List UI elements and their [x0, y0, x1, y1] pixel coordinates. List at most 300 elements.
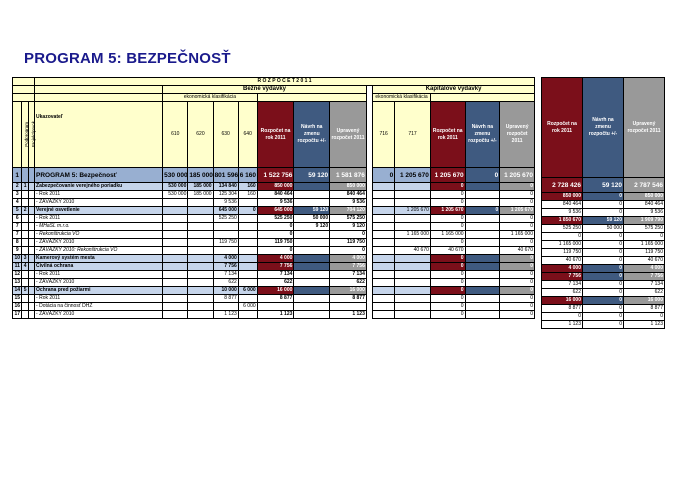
summary-table	[541, 77, 665, 329]
bezne-upraveny: 622	[330, 279, 367, 287]
kap-value	[395, 303, 431, 311]
table-row	[13, 199, 535, 207]
table-row	[13, 295, 535, 303]
kap-upraveny: 0	[500, 191, 535, 199]
bezne-navrh	[294, 191, 330, 199]
bezne-navrh	[294, 311, 330, 319]
bezne-value	[163, 271, 188, 279]
bezne-value	[238, 247, 257, 255]
kap-value	[395, 263, 431, 271]
bezne-upraveny: 7 134	[330, 271, 367, 279]
kap-rozpocet: 0	[430, 199, 465, 207]
bezne-value: 7 134	[213, 271, 238, 279]
bezne-value: 134 840	[213, 183, 238, 191]
bezne-value: 530 000	[163, 183, 188, 191]
bezne-navrh	[294, 271, 330, 279]
kap-upraveny: 1 205 670	[500, 207, 535, 215]
summary-row	[542, 289, 665, 297]
sum-upraveny: 16 000	[624, 297, 665, 305]
bezne-value	[238, 295, 257, 303]
kap-value	[373, 287, 395, 295]
row-number: 6	[13, 215, 22, 223]
bezne-upraveny: 0	[330, 231, 367, 239]
bezne-value: 6 160	[238, 168, 257, 183]
sum-rozpocet: 1 123	[542, 321, 583, 329]
bezne-rozpocet: 9 536	[257, 199, 294, 207]
sum-upraveny-header: Upravený rozpočet 2011	[624, 78, 665, 178]
bezne-value	[163, 207, 188, 215]
kap-value	[395, 183, 431, 191]
table-row	[13, 191, 535, 199]
bezne-value	[188, 279, 213, 287]
bezne-value	[163, 223, 188, 231]
sum-navrh: 0	[583, 289, 624, 297]
kap-upraveny: 0	[500, 215, 535, 223]
sum-upraveny: 2 787 546	[624, 178, 665, 193]
kap-value: 40 670	[395, 247, 431, 255]
bezne-rozpocet	[257, 303, 294, 311]
row-label: Verejné osvetlenie	[35, 207, 163, 215]
sum-upraveny: 0	[624, 313, 665, 321]
bezne-value: 160	[238, 191, 257, 199]
sum-upraveny: 40 670	[624, 257, 665, 265]
kap-value	[395, 287, 431, 295]
sum-rozpocet: 0	[542, 233, 583, 241]
kap-value	[373, 279, 395, 287]
sum-rozpocet: 840 464	[542, 201, 583, 209]
kap-value	[373, 263, 395, 271]
table-row	[13, 223, 535, 231]
row-label: - Rekonštrukcia VO	[35, 231, 163, 239]
table-row	[13, 168, 535, 183]
table-row	[13, 239, 535, 247]
row-number: 12	[14, 271, 20, 277]
kap-value: 1 205 670	[395, 207, 431, 215]
sum-navrh: 0	[583, 257, 624, 265]
sum-upraveny: 622	[624, 289, 665, 297]
bezne-value	[163, 295, 188, 303]
kap-value	[395, 223, 431, 231]
bezne-upraveny: 1 123	[330, 311, 367, 319]
sum-navrh: 59 120	[583, 178, 624, 193]
bezne-rozpocet: 850 000	[257, 183, 294, 191]
sum-navrh: 0	[583, 209, 624, 217]
row-label: PROGRAM 5: Bezpečnosť	[35, 168, 163, 183]
row-label: - Dotácia na činnosť DHZ	[35, 303, 163, 311]
bezne-value: 185 000	[188, 168, 213, 183]
bezne-value	[188, 223, 213, 231]
bezne-value	[213, 223, 238, 231]
bezne-rozpocet: 1 522 756	[257, 168, 294, 183]
bezne-value	[188, 239, 213, 247]
table-row	[13, 279, 535, 287]
kap-value	[373, 311, 395, 319]
kap-rozpocet: 40 670	[430, 247, 465, 255]
sum-navrh: 50 000	[583, 225, 624, 233]
sum-navrh: 0	[583, 321, 624, 329]
bezne-rozpocet: 0	[257, 247, 294, 255]
bezne-value	[238, 263, 257, 271]
row-number: 10	[14, 255, 20, 261]
bezne-rozpocet: 0	[257, 231, 294, 239]
sum-navrh: 0	[583, 193, 624, 201]
kap-rozpocet: 0	[430, 271, 465, 279]
row-number: 5	[13, 207, 22, 215]
row-label: - Rok 2011	[35, 271, 163, 279]
bezne-value	[163, 303, 188, 311]
kap-navrh	[465, 263, 500, 271]
row-label: - Rok 2011	[35, 295, 163, 303]
podprogram-cell: 3	[23, 255, 27, 261]
sum-rozpocet-header: Rozpočet na rok 2011	[542, 78, 583, 178]
col-630: 630	[213, 102, 238, 168]
kap-value	[395, 271, 431, 279]
kap-upraveny: 0	[500, 279, 535, 287]
podprogram-cell: 2	[23, 207, 27, 213]
kap-rozpocet: 0	[430, 287, 465, 295]
podprogram-label: Podprogram	[24, 122, 30, 147]
bezne-header: Bežné výdavky	[163, 86, 367, 94]
row-label: - MHaSL m.r.o.	[35, 223, 163, 231]
bezne-value	[238, 215, 257, 223]
bezne-value: 185 000	[188, 191, 213, 199]
sum-upraveny: 8 877	[624, 305, 665, 313]
kap-value	[395, 215, 431, 223]
row-number: 14	[14, 287, 20, 293]
kap-value	[373, 303, 395, 311]
kap-upraveny: 1 165 000	[500, 231, 535, 239]
bezne-value	[188, 247, 213, 255]
bezne-value	[163, 247, 188, 255]
kap-upraveny: 0	[500, 295, 535, 303]
summary-row	[542, 201, 665, 209]
bezne-value	[163, 239, 188, 247]
bezne-value	[238, 231, 257, 239]
row-label: Ochrana pred požiarmi	[35, 287, 163, 295]
ukazovatel-label: Ukazovateľ	[35, 102, 163, 168]
col-rozpocet-kap: Rozpočet na rok 2011	[430, 102, 465, 168]
table-row	[13, 255, 535, 263]
bezne-navrh	[294, 231, 330, 239]
kap-rozpocet: 0	[430, 223, 465, 231]
kap-navrh	[465, 215, 500, 223]
bezne-value: 622	[213, 279, 238, 287]
bezne-navrh	[294, 199, 330, 207]
table-row	[13, 231, 535, 239]
bezne-value: 530 000	[163, 168, 188, 183]
sum-rozpocet: 8 877	[542, 305, 583, 313]
col-620: 620	[188, 102, 213, 168]
kap-value: 0	[373, 168, 395, 183]
bezne-value: 645 000	[213, 207, 238, 215]
sum-rozpocet: 850 000	[542, 193, 583, 201]
bezne-value: 7 756	[213, 263, 238, 271]
kap-navrh: 0	[465, 168, 500, 183]
table-row	[13, 207, 535, 215]
sum-navrh: 0	[583, 281, 624, 289]
table-row	[13, 247, 535, 255]
kap-value	[373, 215, 395, 223]
ek-klas-bezne: ekonomická klasifikácia	[163, 94, 258, 102]
kap-value	[373, 231, 395, 239]
ek-klas-kap: ekonomická klasifikácia	[373, 94, 431, 102]
bezne-rozpocet: 1 123	[257, 311, 294, 319]
kap-upraveny: 1 205 670	[500, 168, 535, 183]
sum-navrh: 0	[583, 201, 624, 209]
summary-row	[542, 297, 665, 305]
kap-navrh	[465, 255, 500, 263]
kap-navrh	[465, 287, 500, 295]
bezne-rozpocet: 119 750	[257, 239, 294, 247]
bezne-value	[163, 255, 188, 263]
table-row	[13, 263, 535, 271]
summary-row	[542, 273, 665, 281]
row-number: 7	[13, 223, 22, 231]
bezne-upraveny: 16 000	[330, 287, 367, 295]
row-label: - ZÁVÄZKY 2010: Rekonštrukcia VO	[35, 247, 163, 255]
bezne-rozpocet: 622	[257, 279, 294, 287]
kap-upraveny: 0	[500, 183, 535, 191]
bezne-value	[188, 215, 213, 223]
bezne-rozpocet: 7 756	[257, 263, 294, 271]
bezne-navrh	[294, 263, 330, 271]
bezne-upraveny: 575 250	[330, 215, 367, 223]
kap-value	[373, 247, 395, 255]
row-number: 16	[14, 303, 20, 309]
bezne-navrh: 59 120	[294, 168, 330, 183]
row-number: 17	[14, 311, 20, 317]
bezne-value	[238, 223, 257, 231]
bezne-value	[238, 255, 257, 263]
summary-row	[542, 249, 665, 257]
kap-rozpocet: 0	[430, 263, 465, 271]
kap-upraveny: 0	[500, 311, 535, 319]
kap-navrh	[465, 279, 500, 287]
bezne-rozpocet: 8 877	[257, 295, 294, 303]
podprogram-cell: 5	[23, 287, 27, 293]
kap-upraveny: 0	[500, 199, 535, 207]
sum-rozpocet: 40 670	[542, 257, 583, 265]
kap-rozpocet: 0	[430, 215, 465, 223]
kap-rozpocet: 0	[430, 295, 465, 303]
bezne-navrh	[294, 287, 330, 295]
bezne-rozpocet: 525 250	[257, 215, 294, 223]
bezne-upraveny: 9 536	[330, 199, 367, 207]
sum-navrh: 0	[583, 241, 624, 249]
row-label: - Rok 2011	[35, 191, 163, 199]
kap-rozpocet: 0	[430, 191, 465, 199]
bezne-value	[163, 287, 188, 295]
bezne-value: 125 304	[213, 191, 238, 199]
sum-navrh: 0	[583, 313, 624, 321]
sum-rozpocet: 2 728 426	[542, 178, 583, 193]
table-row	[13, 311, 535, 319]
bezne-value: 0	[238, 207, 257, 215]
sum-upraveny: 4 000	[624, 265, 665, 273]
summary-row	[542, 225, 665, 233]
sum-rozpocet: 9 536	[542, 209, 583, 217]
kap-navrh	[465, 183, 500, 191]
bezne-upraveny: 1 581 876	[330, 168, 367, 183]
row-number: 3	[13, 191, 22, 199]
kap-value	[395, 191, 431, 199]
kap-value	[395, 255, 431, 263]
bezne-value	[238, 239, 257, 247]
kap-rozpocet: 0	[430, 279, 465, 287]
kap-value	[395, 279, 431, 287]
kap-navrh	[465, 199, 500, 207]
kap-navrh: 0	[465, 207, 500, 215]
kap-rozpocet: 1 205 670	[430, 168, 465, 183]
kap-upraveny: 0	[500, 255, 535, 263]
row-number: 11	[13, 263, 22, 271]
bezne-value	[163, 199, 188, 207]
col-640: 640	[238, 102, 257, 168]
summary-row	[542, 217, 665, 225]
bezne-upraveny: 119 750	[330, 239, 367, 247]
sum-rozpocet: 7 756	[542, 273, 583, 281]
kap-value	[373, 223, 395, 231]
row-label: Kamerový systém mesta	[35, 255, 163, 263]
table-row	[13, 303, 535, 311]
sum-upraveny: 7 134	[624, 281, 665, 289]
table-row	[13, 287, 535, 295]
kap-upraveny: 0	[500, 287, 535, 295]
kap-value: 1 205 670	[395, 168, 431, 183]
rozpocet-header: R O Z P O Č E T 2 0 1 1	[35, 78, 535, 86]
sum-rozpocet: 1 850 670	[542, 217, 583, 225]
bezne-value	[188, 287, 213, 295]
bezne-value: 6 000	[238, 287, 257, 295]
kap-navrh	[465, 295, 500, 303]
col-upraveny-kap: Upravený rozpočet 2011	[500, 102, 535, 168]
bezne-value: 119 750	[213, 239, 238, 247]
kap-rozpocet: 0	[430, 183, 465, 191]
bezne-value	[188, 199, 213, 207]
kap-upraveny: 0	[500, 303, 535, 311]
sum-upraveny: 850 000	[624, 193, 665, 201]
bezne-value: 10 000	[213, 287, 238, 295]
row-label: - ZÁVÄZKY 2010	[35, 279, 163, 287]
bezne-value	[188, 263, 213, 271]
sum-navrh: 0	[583, 305, 624, 313]
bezne-value: 4 000	[213, 255, 238, 263]
bezne-value: 9 536	[213, 199, 238, 207]
sum-upraveny: 7 756	[624, 273, 665, 281]
sum-rozpocet: 525 250	[542, 225, 583, 233]
col-610: 610	[163, 102, 188, 168]
bezne-value	[238, 199, 257, 207]
summary-row	[542, 321, 665, 329]
bezne-value: 6 000	[238, 303, 257, 311]
col-717: 717	[395, 102, 431, 168]
kap-upraveny: 0	[500, 239, 535, 247]
bezne-upraveny: 704 120	[330, 207, 367, 215]
bezne-value	[163, 215, 188, 223]
col-upraveny-bezne: Upravený rozpočet 2011	[330, 102, 367, 168]
table-row	[13, 183, 535, 191]
bezne-navrh	[294, 303, 330, 311]
summary-row	[542, 241, 665, 249]
row-label: - ZÁVÄZKY 2010	[35, 239, 163, 247]
kapitalove-header: Kapitálové výdavky	[373, 86, 535, 94]
row-number: 7	[13, 231, 22, 239]
kap-value: 1 165 000	[395, 231, 431, 239]
kap-value	[373, 255, 395, 263]
bezne-upraveny: 0	[330, 247, 367, 255]
bezne-value: 801 596	[213, 168, 238, 183]
bezne-upraveny	[330, 303, 367, 311]
sum-navrh: 0	[583, 265, 624, 273]
bezne-value	[188, 311, 213, 319]
col-716: 716	[373, 102, 395, 168]
bezne-value: 8 877	[213, 295, 238, 303]
summary-row	[542, 257, 665, 265]
bezne-rozpocet: 0	[257, 223, 294, 231]
bezne-value: 525 250	[213, 215, 238, 223]
kap-navrh	[465, 303, 500, 311]
bezne-value	[188, 207, 213, 215]
bezne-value	[163, 263, 188, 271]
summary-row	[542, 265, 665, 273]
kap-navrh	[465, 311, 500, 319]
sum-upraveny: 0	[624, 233, 665, 241]
row-number: 1	[13, 168, 22, 183]
summary-row	[542, 193, 665, 201]
bezne-navrh: 9 120	[294, 223, 330, 231]
kap-rozpocet: 0	[430, 239, 465, 247]
kap-navrh	[465, 191, 500, 199]
bezne-navrh	[294, 279, 330, 287]
budget-table	[12, 77, 535, 319]
kap-navrh	[465, 223, 500, 231]
bezne-upraveny: 850 000	[330, 183, 367, 191]
summary-row	[542, 178, 665, 193]
row-label: - ZÁVÄZKY 2010	[35, 199, 163, 207]
row-label: - ZÁVÄZKY 2010	[35, 311, 163, 319]
kap-value	[373, 183, 395, 191]
col-rozpocet-bezne: Rozpočet na rok 2011	[257, 102, 294, 168]
row-label: Civilná ochrana	[35, 263, 163, 271]
bezne-value: 160	[238, 183, 257, 191]
bezne-navrh	[294, 255, 330, 263]
sum-upraveny: 1 909 790	[624, 217, 665, 225]
bezne-value	[238, 271, 257, 279]
col-navrh-kap: Návrh na zmenu rozpočtu +/-	[465, 102, 500, 168]
sum-navrh: 0	[583, 297, 624, 305]
kap-rozpocet: 1 205 670	[430, 207, 465, 215]
sum-rozpocet: 7 134	[542, 281, 583, 289]
sum-rozpocet: 16 000	[542, 297, 583, 305]
table-row	[13, 271, 535, 279]
kap-navrh	[465, 239, 500, 247]
sum-rozpocet: 119 750	[542, 249, 583, 257]
sum-upraveny: 9 536	[624, 209, 665, 217]
row-number: 15	[14, 295, 20, 301]
bezne-value	[213, 303, 238, 311]
kap-rozpocet: 0	[430, 255, 465, 263]
bezne-value	[213, 231, 238, 239]
bezne-upraveny: 840 464	[330, 191, 367, 199]
projekt-label: Projekt/prvok	[30, 121, 36, 148]
bezne-navrh	[294, 183, 330, 191]
col-navrh-bezne: Návrh na zmenu rozpočtu +/-	[294, 102, 330, 168]
bezne-value	[188, 303, 213, 311]
bezne-value	[188, 255, 213, 263]
bezne-value	[238, 279, 257, 287]
sum-navrh: 0	[583, 233, 624, 241]
kap-value	[373, 271, 395, 279]
